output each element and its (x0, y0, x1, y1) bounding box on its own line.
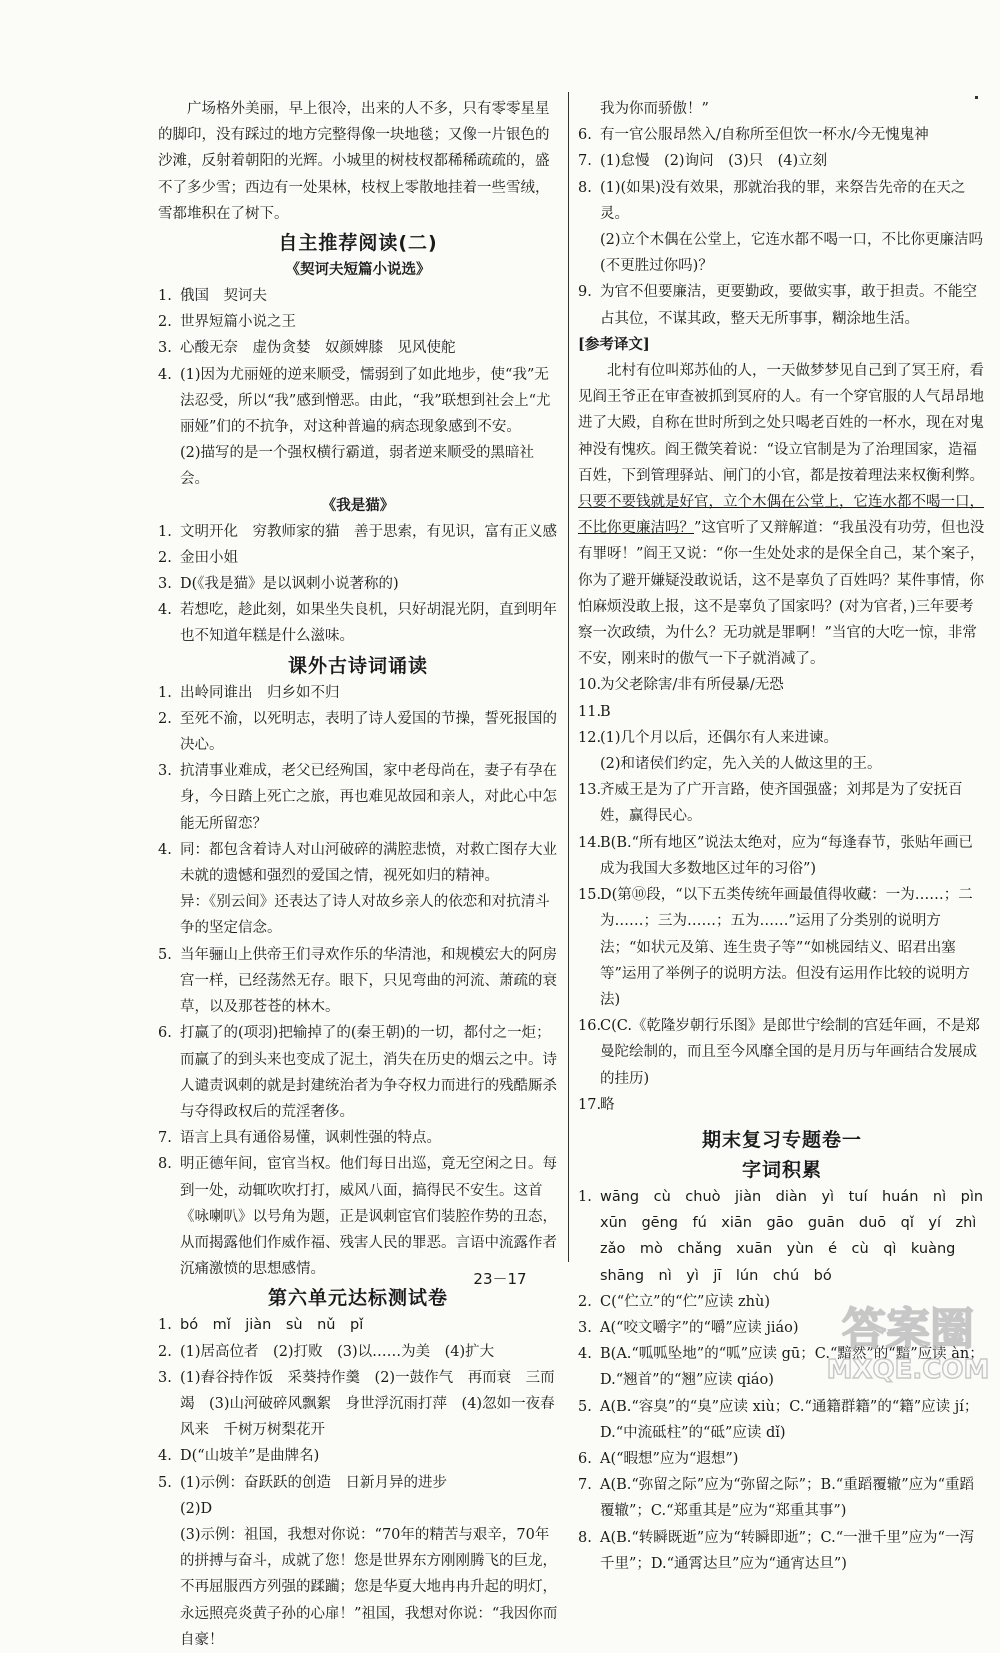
answer-number: 1. (578, 1188, 592, 1205)
answer-text: D(《我是猫》是以讽刺小说著称的) (180, 576, 399, 593)
translation-part2: ”这官听了又辩解道：“我虽没有功劳，但也没有罪呀！”阎王又说：“你一生处处求的是保全自己，某个案子，你为了避开嫌疑没敢说话，这不是辜负了百姓吗？某件事情，你怕麻烦没敢上报，这不是辜负了国家吗？(对为官者，)三年要考察一次政绩，为什么？无功就是罪啊！”当官的大吃一惊，非常不安，刚来时的傲气一下子就消减了。 (578, 520, 985, 668)
answer-number: 9. (578, 284, 592, 301)
answer-text: 出岭同谁出 归乡如不归 (180, 684, 340, 701)
answer-number: 1. (158, 288, 172, 305)
section-title-unit6: 第六单元达标测试卷 (267, 1287, 448, 1310)
translation-part1: 北村有位叫郑苏仙的人，一天做梦梦见自己到了冥王府，看见阎王爷正在审查被抓到冥府的人。有一个穿官服的人气昂昂地进了大殿，自称在世时所到之处只喝老百姓的一杯水，现在对鬼神没有愧疚。阎王微笑着说：“设立官制是为了治理国家，造福百姓，下到管理驿站、闸门的小官，都是按着理法来权衡利弊。 (578, 363, 984, 484)
pinyin-answer (578, 1184, 986, 1289)
answer-number: 4. (158, 602, 172, 619)
answer-number: 7. (578, 1477, 592, 1494)
answers-10-12 (578, 672, 986, 751)
answer-text: 语言上具有通俗易懂，讽刺性强的特点。 (180, 1130, 441, 1147)
answer-number: 1. (158, 684, 172, 701)
answer-number: 4. (578, 1346, 592, 1363)
answer-item (578, 1013, 986, 1092)
answer-number: 6. (578, 127, 592, 144)
subtitle-cat: 《我是猫》 (321, 496, 395, 514)
classical-answers (578, 122, 986, 227)
answer-item (158, 519, 558, 545)
answer-number: 2. (158, 314, 172, 331)
pinyin-line: wāng cù chuò jiàn diàn yì tuí huán nì pìn (600, 1188, 984, 1205)
answer-text: 当年骊山上供帝王们寻欢作乐的华清池，和规模宏大的阿房宫一样，已经荡然无存。眼下，只见弯曲的河流、萧疏的衰草，以及那苍苍的林木。 (180, 946, 557, 1016)
answer-text: 为官不但要廉洁，更要勤政，要做实事，敢于担责。不能空占其位，不谋其政，整天无所事事，糊涂地生活。 (600, 284, 977, 327)
answer-text: 同：都包含着诗人对山河破碎的满腔悲愤，对救亡图存大业未就的遗憾和强烈的爱国之情，视死如归的精神。 (180, 841, 557, 885)
answer-text: A(“咬文嚼字”的“嚼”应读 jiáo) (600, 1319, 799, 1336)
answer-number: 7. (158, 1130, 172, 1147)
answer-item (578, 777, 986, 829)
answer-item (158, 283, 558, 309)
answer-number: 4. (158, 1448, 172, 1465)
answer-text: D(第⑩段，“以下五类传统年画最值得收藏：一为……；二为……；三为……；五为……”运用了分类别的说明方法；“如状元及第、连生贵子等”“如桃园结义、昭君出塞等”运用了举例子的说明方法。但没有运用作比较的说明方法) (600, 887, 973, 1008)
answer-number: 5. (158, 946, 172, 963)
cat-answers (158, 519, 558, 650)
watermark-logo (822, 1296, 994, 1386)
answer-4-part2: (2)描写的是一个强权横行霸道，弱者逆来顺受的黑暗社会。 (180, 445, 535, 488)
chekhov-answers (158, 283, 558, 440)
section-title-reading: 自主推荐阅读(二) (278, 232, 438, 255)
pinyin-line: zǎo mò chǎng xuān yùn é cù qì kuàng (600, 1241, 956, 1258)
answer-item (158, 335, 558, 361)
answer-number: 3. (578, 1319, 592, 1336)
answer-item (578, 1446, 986, 1472)
answer-item (578, 122, 986, 148)
answer-text: 世界短篇小说之王 (180, 314, 296, 331)
answer-text: C(C.《乾隆岁朝行乐图》是郎世宁绘制的宫廷年画，不是郑曼陀绘制的，而且至今风靡全国的是月历与年画结合发展成的挂历) (600, 1018, 980, 1087)
answer-text: B(B.“所有地区”说法太绝对，应为“每逢春节，张贴年画已成为我国大多数地区过年的习俗”) (600, 834, 973, 877)
answer-item (158, 1443, 558, 1469)
answer-text: 为父老除害/非有所侵暴/无恐 (600, 677, 784, 694)
answer-text: (1)(如果)没有效果，那就治我的罪，来祭告先帝的在天之灵。 (600, 179, 966, 222)
answer-item (158, 837, 558, 889)
answer-text: (1)示例：奋跃跃的创造 日新月异的进步 (180, 1474, 448, 1491)
continued-text: 我为你而骄傲！” (600, 101, 709, 117)
answer-item (578, 830, 986, 882)
answer-number: 13. (578, 782, 602, 799)
answer-item (578, 1472, 986, 1524)
answer-number: 14. (578, 834, 602, 851)
answer-item (578, 882, 986, 1013)
answer-item (158, 1312, 558, 1338)
answer-5-part2: (2)D (180, 1500, 213, 1517)
answer-text: 明正德年间，宦官当权。他们每日出巡，竟无空闲之日。每到一处，动辄吹吹打打，威风八面，搞得民不安生。这首《咏喇叭》以号角为题，正是讽刺宦官们装腔作势的丑态，从而揭露他们作威作福、残害人民的罪恶。言语中流露作者沉痛激愤的思想感情。 (180, 1156, 557, 1278)
poetry-answers-a (158, 680, 558, 890)
answer-text: 俄国 契诃夫 (180, 288, 267, 305)
answer-item (158, 758, 558, 837)
answer-text: 有一官公服昂然入/自称所至但饮一杯水/今无愧鬼神 (600, 127, 929, 144)
left-column (158, 96, 558, 1653)
answer-text: 打赢了的(项羽)把输掉了的(秦王朝)的一切，都付之一炬；而赢了的到头来也变成了泥土，消失在历史的烟云之中。诗人谴责讽刺的就是封建统治者为争夺权力而进行的残酷厮杀与夺得政权后的荒淫奢侈。 (180, 1025, 557, 1120)
answer-number: 2. (158, 1343, 172, 1360)
answer-item (578, 699, 986, 725)
answer-number: 3. (158, 1369, 172, 1386)
answer-item (158, 1339, 558, 1365)
answer-number: 3. (158, 576, 172, 593)
poetry-answer-4-diff: 异：《别云间》还表达了诗人对故乡亲人的依恋和对抗清斗争的坚定信念。 (180, 894, 550, 937)
answer-text: A(“暇想”应为“遐想”) (600, 1450, 739, 1467)
answer-text: D(“山坡羊”是曲牌名) (180, 1448, 320, 1465)
poetry-answers-b (158, 942, 558, 1283)
answer-number: 4. (158, 366, 172, 383)
answer-number: 2. (158, 549, 172, 566)
answer-item (158, 1151, 558, 1282)
pinyin-lines (600, 1184, 986, 1289)
reference-translation-title: [参考译文] (578, 335, 650, 353)
section-subtitle-words: 字词积累 (741, 1158, 822, 1181)
answer-number: 17. (578, 1096, 602, 1113)
answer-item (158, 1365, 558, 1444)
answer-item (158, 309, 558, 335)
answer-5-part3: (3)示例：祖国，我想对你说：“70年的精苦与艰辛，70年的拼搏与奋斗，成就了您！您是世界东方刚刚腾飞的巨龙，不再屈服西方列强的蹂躏；您是华夏大地冉冉升起的明灯，永远照亮炎黄子孙的心扉！”祖国，我想对你说：“我因你而自豪！ (180, 1526, 558, 1648)
answer-number: 6. (158, 1025, 172, 1042)
answer-text: A(B.“转瞬既逝”应为“转瞬即逝”；C.“一泄千里”应为“一泻千里”；D.“通霄达旦”应为“通宵达旦”) (600, 1529, 974, 1572)
answer-number: 6. (578, 1450, 592, 1467)
answer-number: 10. (578, 677, 602, 694)
answer-8-part2: (2)立个木偶在公堂上，它连水都不喝一口，不比你更廉洁吗(不更胜过你吗)？ (600, 232, 984, 275)
answer-text: 文明开化 穷教师家的猫 善于思索，有见识，富有正义感 (180, 523, 557, 540)
answer-item (158, 942, 558, 1021)
subtitle-chekhov: 《契诃夫短篇小说选》 (285, 261, 431, 279)
answer-text: B(A.“呱呱坠地”的“呱”应读 gū；C.“黯然”的“黯”应读 àn；D.“翘首”的“翘”应读 qiáo) (600, 1346, 984, 1389)
answer-text: C(“伫立”的“伫”应读 zhù) (600, 1293, 770, 1310)
answer-number: 8. (578, 1529, 592, 1546)
answer-number: 3. (158, 763, 172, 780)
answer-item (578, 725, 986, 751)
answer-item (158, 680, 558, 706)
unit6-answers (158, 1339, 558, 1496)
answer-text: (1)居高位者 (2)打败 (3)以……为美 (4)扩大 (180, 1343, 495, 1360)
answer-text: 金田小姐 (180, 549, 238, 566)
pinyin-line: shāng nì yì jī lún chú bó (600, 1267, 832, 1284)
answer-number: 16. (578, 1018, 602, 1035)
answer-number: 11. (578, 703, 602, 720)
answer-number: 15. (578, 887, 602, 904)
answer-item (158, 597, 558, 649)
answer-item (578, 1092, 986, 1118)
answer-number: 3. (158, 340, 172, 357)
answer-number: 8. (578, 179, 592, 196)
answer-item (578, 148, 986, 174)
translation-underlined: 只要不要钱就是好官，立个木偶在公堂上，它连水都不喝一口，不比你更廉洁吗？ (578, 494, 984, 537)
answer-number: 1. (158, 1317, 172, 1334)
section-title-poetry: 课外古诗词诵读 (287, 654, 428, 677)
answer-number: 7. (578, 153, 592, 170)
answer-text: A(B.“容臭”的“臭”应读 xiù；C.“通籍群籍”的“籍”应读 jí；D.“中流砥柱”的“砥”应读 dǐ) (600, 1398, 979, 1441)
page-number: 23－17 (473, 1270, 527, 1288)
answer-item (158, 706, 558, 758)
answer-number: 5. (578, 1398, 592, 1415)
answer-text: (1)怠慢 (2)询问 (3)只 (4)立刻 (600, 153, 828, 170)
answer-text: 至死不渝，以死明志，表明了诗人爱国的节操，誓死报国的决心。 (180, 710, 557, 754)
answer-item (158, 545, 558, 571)
svg-text:答案圈: 答案圈 (842, 1304, 974, 1355)
reference-translation (578, 358, 986, 672)
svg-text:MXQE.COM: MXQE.COM (826, 1355, 990, 1385)
answer-item (158, 1470, 558, 1496)
column-divider (568, 92, 569, 1262)
answer-text: 略 (600, 1096, 615, 1113)
answer-item (158, 1125, 558, 1151)
answer-number: 4. (158, 841, 172, 858)
answer-text: 心酸无奈 虚伪贪婪 奴颜婢膝 见风使舵 (180, 340, 456, 357)
answer-item (578, 1525, 986, 1577)
answer-text: 齐威王是为了广开言路，使齐国强盛；刘邦是为了安抚百姓，赢得民心。 (600, 782, 963, 825)
answer-text: (1)舂谷持作饭 采葵持作羹 (2)一鼓作气 再而衰 三而竭 (3)山河破碎风飘絮 身世浮沉雨打萍 (4)忽如一夜春风来 千树万树梨花开 (180, 1369, 555, 1439)
answer-text: (1)几个月以后，还偶尔有人来进谏。 (600, 729, 839, 746)
answer-text: 若想吃，趁此刻，如果坐失良机，只好胡混光阴，直到明年也不知道年糕是什么滋味。 (180, 602, 557, 645)
answer-number: 5. (158, 1474, 172, 1491)
pinyin-line: xūn gēng fú xiān gāo guān duō qǐ yí zhì (600, 1215, 977, 1232)
answer-item (158, 362, 558, 441)
answer-item (158, 1020, 558, 1125)
answer-9 (578, 279, 986, 331)
answer-number: 2. (578, 1293, 592, 1310)
answer-number: 12. (578, 729, 602, 746)
intro-paragraph: 广场格外美丽，早上很冷，出来的人不多，只有零零星星的脚印，没有踩过的地方完整得像一块地毯；又像一片银色的沙滩，反射着朝阳的光辉。小城里的树枝杈都稀稀疏疏的，盛不了多少雪；西边有一处果林，枝杈上零散地挂着一些雪绒，雪都堆积在了树下。 (158, 101, 550, 222)
answer-text: 抗清事业难成，老父已经殉国，家中老母尚在，妻子有孕在身，今日踏上死亡之旅，再也难见故园和亲人，对此心中怎能无所留恋？ (180, 763, 557, 832)
answer-12-part2: (2)和诸侯们约定，先入关的人做这里的王。 (600, 756, 882, 773)
answer-text: A(B.“弥留之际”应为“弥留之际”；B.“重蹈覆辙”应为“重蹈覆辙”；C.“郑重其是”应为“郑重其事”) (600, 1477, 975, 1520)
answer-item (578, 175, 986, 227)
answer-number: 1. (158, 523, 172, 540)
answer-number: 8. (158, 1156, 172, 1173)
answer-item (158, 571, 558, 597)
answer-item (578, 672, 986, 698)
answer-item (578, 279, 986, 331)
answer-pinyin: bó mǐ jiàn sù nǔ pǐ (180, 1317, 364, 1334)
answer-number: 2. (158, 710, 172, 727)
answers-13-17 (578, 777, 986, 1118)
answer-text: (1)因为尤丽娅的逆来顺受，懦弱到了如此地步，使“我”无法忍受，所以“我”感到憎恶。由此，“我”联想到社会上“尤丽娅”们的不抗争，对这种普遍的病态现象感到不安。 (180, 366, 551, 436)
answer-text: B (600, 703, 611, 720)
section-title-final-review: 期末复习专题卷一 (701, 1128, 862, 1151)
answer-item (578, 1394, 986, 1446)
